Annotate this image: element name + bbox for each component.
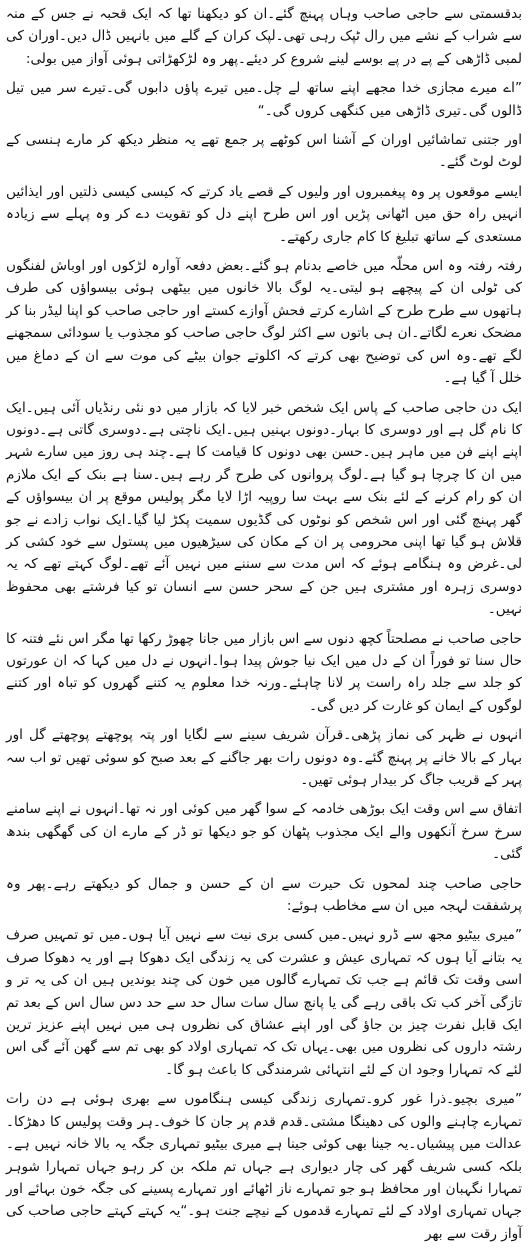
paragraph-11: ”میری بیٹیو مجھ سے ڈرو نہیں۔میں کسی بری نیت سے نہیں آیا ہوں۔میں تو تمہیں صرف یہ بتانے آیا ہوں کہ تمہاری عیش و عشرت کی یہ زندگی ایک دھوکا ہے اور یہ دھوکا صرف اسی وقت تک قائم ہے جب تک تمہارے گالوں میں خون کی چند بوندیں ہیں ان کی یہ تر و تازگی آخر کب تک باقی رہے گی یا پانچ سال سات سال حد سے حد دس سال اس کے بعد تم ایک قابل نفرت چیز بن جاؤ گی اور اپنے عشاق کی نظروں ہی میں نہیں اپنے عزیز ترین رشتہ داروں کی نظروں میں بھی۔یہاں تک کہ تمہاری اولاد کو بھی تم سے گھن آئے گی اس لئے کہ تمہارا وجود ان کے لئے انتہائی شرمندگی کا باعث ہو گا۔ xyxy=(6,927,522,1078)
paragraph-9: اتفاق سے اس وقت ایک بوڑھی خادمہ کے سوا گھر میں کوئی اور نہ تھا۔انہوں نے اپنے سامنے سرخ سرخ آنکھوں والے ایک مجذوب پٹھان کو جو دیکھا تو ڈر کے مارے ان کی گھگھی بندھ گئی۔ xyxy=(6,801,522,863)
paragraph-12: ”میری بچیو۔ذرا غور کرو۔تمہاری زندگی کیسی ہنگاموں سے بھری ہوئی ہے دن رات تمہارے چاہنے والوں کی دھینگا مشتی۔قدم قدم پر جان کا خوف۔ہر وقت پولیس کا دھڑکا۔عدالت میں پیشیاں۔یہ جینا بھی کوئی جینا ہے میری بیٹیو تمہاری جگہ یہ بالا خانہ نہیں ہے۔بلکہ کسی شریف گھر کی چار دیواری ہے جہاں تم ملکہ بن کر رہو جہاں تمہارا شوہر تمہارا نگہبان اور محافظ ہو جو تمہارے ناز اٹھائے اور تمہارے پسینے کی جگہ خون بہائے اور جہاں تمہاری اولاد کے لئے تمہارے قدموں کے نیچے جنت ہو۔“یہ کہتے کہتے حاجی صاحب کی آواز رقت سے بھر xyxy=(6,1091,522,1242)
paragraph-1: بدقسمتی سے حاجی صاحب وہاں پہنچ گئے۔ان کو دیکھنا تھا کہ ایک قحبہ نے جس کے منہ سے شراب کے نشے میں رال ٹپک رہی تھی۔لپک کران کے گلے میں بانہیں ڈال دیں۔اوران کی لمبی ڈاڑھی کے پے در پے بوسے لینے شروع کر دیئے۔پھر وہ لڑکھڑاتی ہوئی آواز میں بولی: xyxy=(6,6,522,67)
paragraph-8: انہوں نے ظہر کی نماز پڑھی۔قرآن شریف سینے سے لگایا اور پتہ پوچھتے پوچھتے گل اور بہار کے بالا خانے پر پہنچ گئے۔وہ دونوں رات بھر جاگنے کے بعد صبح کو سوئی تھیں تو اب سہ پہر کے قریب جاگ کر بیدار ہوئی تھیں۔ xyxy=(6,727,522,788)
paragraph-2: ”اے میرے مجازی خدا مجھے اپنے ساتھ لے چل۔میں تیرے پاؤں دابوں گی۔تیرے سر میں تیل ڈالوں گی۔تیری ڈاڑھی میں کنگھی کروں گی۔“ xyxy=(6,80,522,119)
paragraph-3: اور جتنی تماشائیں اوران کے آشنا اس کوٹھے پر جمع تھے یہ منظر دیکھ کر مارے ہنسی کے لوٹ لوٹ گئے۔ xyxy=(6,132,522,171)
paragraph-10: حاجی صاحب چند لمحوں تک حیرت سے ان کے حسن و جمال کو دیکھتے رہے۔پھر وہ پرشفقت لہجہ میں ان سے مخاطب ہوئے: xyxy=(6,875,522,915)
paragraph-7: حاجی صاحب نے مصلحتاً کچھ دنوں سے اس بازار میں جانا چھوڑ رکھا تھا مگر اس نئے فتنہ کا حال سنا تو فوراً ان کے دل میں ایک نیا جوش پیدا ہوا۔انہوں نے دل میں کہا کہ ان عورتوں کو جلد سے جلد راہ راست پر لانا چاہئے۔ورنہ خدا معلوم یہ کتنے گھروں کو تباہ اور کتنے لوگوں کے ایمان کو غارت کر دیں گی۔ xyxy=(6,630,522,714)
paragraph-5: رفتہ رفتہ وہ اس محلّہ میں خاصے بدنام ہو گئے۔بعض دفعہ آوارہ لڑکوں اور اوباش لفنگوں کی ٹولی ان کے پیچھے ہو لیتی۔یہ لوگ بالا خانوں میں بیٹھی ہوئی بیسواؤں کی طرف ہاتھوں سے طرح طرح کے اشارے کرتے فحش آوازے کستے اور حاجی صاحب کو اپنا لیڈر بنا کر مضحک نعرے لگاتے۔ان ہی باتوں سے اکثر لوگ حاجی صاحب کو مجذوب یا سودائی سمجھنے لگے تھے۔وہ اس کی توضیح بھی کرتے کہ اکلوتے جوان بیٹے کی موت سے ان کے دماغ میں خلل آ گیا ہے۔ xyxy=(6,258,522,387)
paragraph-4: ایسے موقعوں پر وہ پیغمبروں اور ولیوں کے قصے یاد کرتے کہ کیسی کیسی ذلتیں اور ایذائیں انہیں راہ حق میں اٹھانی پڑیں اور اس طرح اپنے دل کو تقویت دے کر وہ پہلے سے زیادہ مستعدی کے ساتھ تبلیغ کا کام جاری رکھتے۔ xyxy=(6,183,522,245)
paragraph-6: ایک دن حاجی صاحب کے پاس ایک شخص خبر لایا کہ بازار میں دو نئی رنڈیاں آئی ہیں۔ایک کا نام گل ہے اور دوسری کا بہار۔دونوں بہنیں ہیں۔ایک ناچتی ہے۔دوسری گاتی ہے۔دونوں اپنے اپنے فن میں ماہر ہیں۔حسن بھی دونوں کا قیامت کا ہے۔چند ہی روز میں سارے شہر میں ان کا چرچا ہو گیا ہے۔لوگ پروانوں کی طرح گر رہے ہیں۔سنا ہے بنک کے ایک ملازم ان کو رام کرنے کے لئے بنک سے بہت سا روپیہ اڑا لایا مگر پولیس موقع پر ان بیسواؤں کے گھر پہنچ گئی اور اس شخص کو نوٹوں کی گڈیوں سمیت پکڑ لیا گیا۔ایک نواب زادے نے جو قلاش ہو گیا تھا اپنی محرومی پر ان کے مکان کی سیڑھیوں میں پستول سے خود کشی کر لی۔غرض وہ ہنگامے ہوئے کہ اس مدت سے سننے میں نہیں آئے تھے۔لوگ کہتے تھے کہ یہ دوسری زہرہ اور مشتری ہیں جن کے سحر حسن سے انسان تو کیا فرشتے بھی محفوظ نہیں۔ xyxy=(6,399,522,618)
